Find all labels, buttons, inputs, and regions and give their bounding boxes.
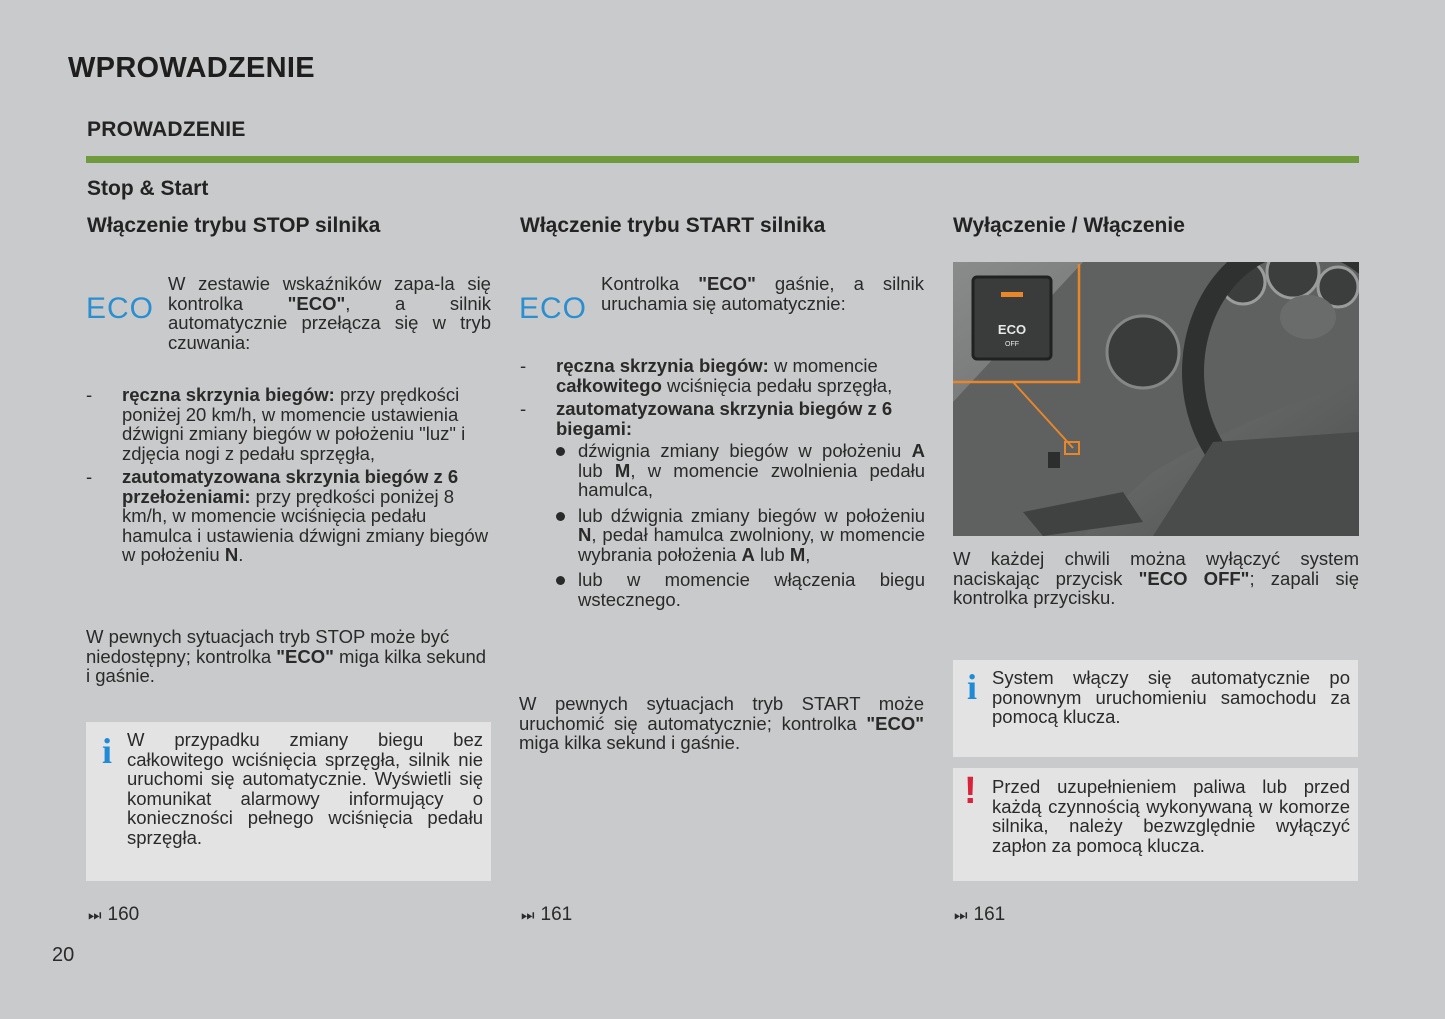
page-reference[interactable]: ⏭ 161 (521, 904, 573, 925)
sub-item: dźwignia zmiany biegów w położeniu A lub M, w momencie zwolnienia pedału hamulca, (556, 441, 925, 500)
info-box (953, 660, 1358, 757)
col2-list (520, 356, 925, 615)
sub-item: lub w momencie włączenia biegu wstecznego. (556, 570, 925, 609)
next-page-icon: ⏭ (88, 907, 102, 924)
page-title: WPROWADZENIE (68, 52, 315, 84)
col1-note: W pewnych sytuacjach tryb STOP może być niedostępny; kontrolka "ECO" miga kilka sekund i gaśnie. (86, 626, 487, 686)
col2-heading: Włączenie trybu START silnika (520, 214, 826, 237)
page-reference[interactable]: ⏭ 161 (954, 904, 1006, 925)
next-page-icon: ⏭ (521, 907, 535, 924)
list-item: - ręczna skrzynia biegów: przy prędkości poniżej 20 km/h, w momencie ustawienia dźwigni zmiany biegów w położeniu "luz" i zdjęcia nogi z pedału sprzęgła, (86, 384, 466, 464)
col1-list (86, 385, 491, 569)
col1-intro: W zestawie wskaźników zapa-la się kontrolka "ECO", a silnik automatycznie przełącza się w tryb czuwania: (168, 273, 491, 353)
dashboard-photo (953, 262, 1359, 536)
warning-text: Przed uzupełnieniem paliwa lub przed każdą czynnością wykonywaną w komorze silnika, należy bezwzględnie wyłączyć zapłon za pomocą klucza. (992, 776, 1350, 856)
subsection-title: Stop & Start (87, 177, 209, 200)
info-icon: i (102, 731, 113, 771)
col2-intro: Kontrolka "ECO" gaśnie, a silnik uruchamia się automatycznie: (601, 273, 925, 314)
eco-indicator-icon: ECO (519, 292, 588, 325)
list-item: - zautomatyzowana skrzynia biegów z 6 przełożeniami: przy prędkości poniżej 8 km/h, w momencie wciśnięcia pedału hamulca i ustawienia dźwigni zmiany biegów w położeniu N. (86, 466, 489, 565)
page-number: 20 (52, 944, 75, 966)
sub-item: lub dźwignia zmiany biegów w położeniu N, pedał hamulca zwolniony, w momencie wybrania położenia A lub M, (556, 506, 925, 565)
warning-icon: ! (964, 770, 977, 812)
section-title: PROWADZENIE (87, 118, 246, 141)
list-item: - ręczna skrzynia biegów: w momencie całkowitego wciśnięcia pedału sprzęgła, (520, 355, 893, 396)
info-text: W przypadku zmiany biegu bez całkowitego wciśnięcia sprzęgła, silnik nie uruchomi się automatycznie. Wyświetli się komunikat alarmowy informujący o konieczności pełnego wciśnięcia pedału sprzęgła. (127, 729, 483, 848)
info-box (86, 722, 491, 881)
warning-box (953, 768, 1358, 881)
list-item: - zautomatyzowana skrzynia biegów z 6 biegami: dźwignia zmiany biegów w położeniu A lub M, w momencie zwolnienia pedału hamulca, lub dźwignia zmiany biegów w położeniu N, pedał hamulca zwolniony, w momencie wybrania położenia A lub M, lub w momencie włączenia biegu wstecznego. (520, 398, 926, 610)
info-text: System włączy się automatycznie po ponownym uruchomieniu samochodu za pomocą klucza. (992, 667, 1350, 727)
next-page-icon: ⏭ (954, 907, 968, 924)
col3-text: W każdej chwili można wyłączyć system naciskając przycisk "ECO OFF"; zapali się kontrolka przycisku. (953, 548, 1360, 608)
eco-off-button-sublabel: OFF (1005, 341, 1019, 348)
eco-off-button-label: ECO (997, 322, 1027, 337)
info-icon: i (967, 667, 978, 707)
col3-heading: Wyłączenie / Włączenie (953, 214, 1185, 237)
page-reference[interactable]: ⏭ 160 (88, 904, 140, 925)
dashboard-illustration (953, 262, 1359, 536)
col2-note: W pewnych sytuacjach tryb START może uruchomić się automatycznie; kontrolka "ECO" miga kilka sekund i gaśnie. (519, 693, 924, 753)
section-divider (86, 156, 1359, 163)
col1-heading: Włączenie trybu STOP silnika (87, 214, 381, 237)
eco-indicator-icon: ECO (86, 292, 155, 325)
